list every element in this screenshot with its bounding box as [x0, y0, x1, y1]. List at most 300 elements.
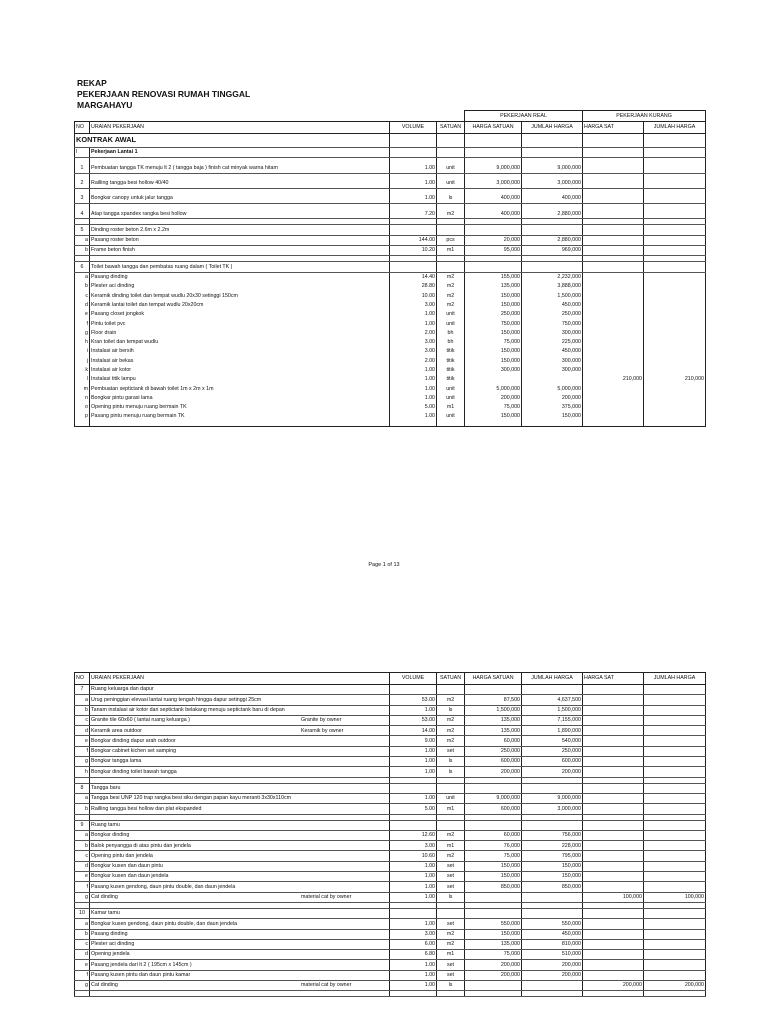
item-volume: 3.00: [390, 347, 437, 356]
col-jumlah-harga-kurang: JUMLAH HARGA: [644, 673, 706, 685]
item-harga-sat-kurang: [583, 705, 644, 715]
item-harga-satuan: 200,000: [465, 767, 522, 777]
item-no: g: [75, 328, 90, 337]
item-uraian: [90, 235, 390, 245]
item-satuan: m2: [437, 929, 465, 939]
item-harga-sat-kurang: [583, 301, 644, 310]
item-jumlah-harga: 2,880,000: [522, 209, 583, 219]
title-line-1: REKAP: [77, 78, 107, 88]
col-satuan: SATUAN: [437, 122, 465, 134]
item-jumlah-harga-kurang: [644, 179, 706, 189]
item-harga-sat-kurang: [583, 246, 644, 256]
group-no: 8: [75, 783, 90, 793]
item-harga-sat-kurang: [583, 804, 644, 814]
item-uraian-text: Opening pintu dan jendela: [91, 852, 153, 859]
item-harga-satuan: 150,000: [465, 929, 522, 939]
item-uraian-text: Bongkar kusen gendong, daun pintu double, dan daun jendela: [91, 920, 238, 927]
item-uraian-text: Granite tile 60x60 ( lantai ruang keluarga ): [91, 717, 190, 724]
item-no: g: [75, 757, 90, 767]
item-uraian-text: Pasang jendela dari lt 2 ( 195cm x 145cm ): [91, 961, 192, 968]
empty-cell: [437, 685, 465, 695]
col-jumlah-harga: JUMLAH HARGA: [522, 673, 583, 685]
item-jumlah-harga-kurang: [644, 950, 706, 960]
item-uraian-text: Opening jendela: [91, 951, 130, 958]
item-row: [75, 892, 706, 902]
item-harga-satuan: [465, 892, 522, 902]
item-no: g: [75, 981, 90, 991]
item-uraian: [90, 301, 390, 310]
item-row: [75, 163, 706, 173]
item-uraian-text: Pasang dinding: [91, 274, 128, 281]
item-jumlah-harga-kurang: [644, 310, 706, 319]
item-volume: 1.00: [390, 366, 437, 375]
item-volume: 3.00: [390, 841, 437, 851]
item-harga-sat-kurang: [583, 851, 644, 861]
item-satuan: pcs: [437, 235, 465, 245]
item-satuan: m2: [437, 209, 465, 219]
item-row: [75, 939, 706, 949]
item-volume: 1.00: [390, 861, 437, 871]
item-satuan: m1: [437, 804, 465, 814]
item-jumlah-harga-kurang: 100,000: [644, 892, 706, 902]
item-row: [75, 804, 706, 814]
item-uraian: [90, 841, 390, 851]
item-uraian: [90, 347, 390, 356]
item-harga-satuan: 600,000: [465, 804, 522, 814]
item-volume: 2.00: [390, 356, 437, 365]
item-harga-satuan: 60,000: [465, 830, 522, 840]
item-row: [75, 403, 706, 412]
item-uraian-text: Pasang kusen pintu dan daun pintu kamar: [91, 972, 191, 979]
item-jumlah-harga: 1,500,000: [522, 291, 583, 300]
item-no: 2: [75, 179, 90, 189]
group-label: Ruang keluarga dan dapur: [90, 685, 390, 695]
item-row: [75, 726, 706, 736]
item-row: [75, 970, 706, 980]
item-jumlah-harga: 3,888,000: [522, 282, 583, 291]
item-harga-satuan: 200,000: [465, 394, 522, 403]
item-row: [75, 695, 706, 705]
empty-cell: [583, 421, 644, 427]
item-uraian-text: Bongkar pintu garasi lama: [91, 394, 153, 401]
item-uraian: [90, 726, 390, 736]
item-satuan: titik: [437, 375, 465, 384]
item-uraian-text: Pasang kusen gendong, daun pintu double, dan daun jendela: [91, 883, 236, 890]
item-no: c: [75, 715, 90, 725]
item-satuan: unit: [437, 163, 465, 173]
item-no: i: [75, 347, 90, 356]
item-uraian-text: Urug peninggian elevasi lantai ruang tengah hingga dapur setinggi 25cm: [91, 696, 262, 703]
item-uraian-text: Atap tangga spandex rangka besi hollow: [91, 210, 187, 217]
item-volume: 14.40: [390, 272, 437, 282]
item-uraian: [90, 310, 390, 319]
empty-cell: [583, 908, 644, 918]
item-no: l: [75, 375, 90, 384]
empty-cell: [522, 685, 583, 695]
title-line-3: MARGAHAYU: [77, 100, 133, 110]
item-no: e: [75, 960, 90, 970]
item-uraian-text: Bongkar cabinet kichen set samping: [91, 748, 177, 755]
empty-cell: [437, 783, 465, 793]
empty-cell: [390, 225, 437, 235]
item-satuan: ls: [437, 757, 465, 767]
doc-title: [77, 78, 250, 111]
item-uraian-text: Cat dinding: [91, 893, 118, 900]
item-jumlah-harga: 550,000: [522, 919, 583, 929]
group-header-row: [75, 685, 706, 695]
group-label: Dinding roster beton 2.6m x 2.2m: [90, 225, 390, 235]
item-volume: 1.00: [390, 310, 437, 319]
item-harga-satuan: 550,000: [465, 919, 522, 929]
item-harga-sat-kurang: [583, 960, 644, 970]
item-uraian-text: Bongkar kusen dan daun pintu: [91, 863, 163, 870]
empty-cell: [644, 421, 706, 427]
empty-cell: [522, 262, 583, 272]
item-jumlah-harga: 450,000: [522, 347, 583, 356]
item-uraian: [90, 746, 390, 756]
empty-cell: [390, 685, 437, 695]
group-label: Kamar tamu: [90, 908, 390, 918]
item-harga-sat-kurang: [583, 830, 644, 840]
item-jumlah-harga: 756,000: [522, 830, 583, 840]
item-satuan: m1: [437, 246, 465, 256]
item-jumlah-harga-kurang: [644, 919, 706, 929]
empty-cell: [465, 262, 522, 272]
item-satuan: set: [437, 919, 465, 929]
item-jumlah-harga: 300,000: [522, 328, 583, 337]
col-jumlah-harga-kurang: JUMLAH HARGA: [644, 122, 706, 134]
item-harga-satuan: 750,000: [465, 319, 522, 328]
item-volume: 1.00: [390, 746, 437, 756]
item-uraian: [90, 715, 390, 725]
item-jumlah-harga: 400,000: [522, 194, 583, 204]
col-no: NO: [75, 122, 90, 134]
item-row: [75, 929, 706, 939]
item-jumlah-harga-kurang: [644, 319, 706, 328]
empty-cell: [465, 783, 522, 793]
item-satuan: set: [437, 746, 465, 756]
item-uraian-text: Instalasi air bersih: [91, 348, 134, 355]
item-harga-satuan: 5,000,000: [465, 384, 522, 393]
column-header-row: [75, 673, 706, 685]
item-row: [75, 179, 706, 189]
item-uraian: [90, 793, 390, 803]
item-satuan: unit: [437, 310, 465, 319]
item-volume: 1.00: [390, 970, 437, 980]
item-jumlah-harga: 150,000: [522, 412, 583, 421]
item-volume: 5.00: [390, 403, 437, 412]
item-satuan: unit: [437, 384, 465, 393]
item-uraian: [90, 272, 390, 282]
item-harga-sat-kurang: [583, 394, 644, 403]
item-harga-sat-kurang: [583, 384, 644, 393]
item-no: b: [75, 705, 90, 715]
item-note: Keramik by owner: [301, 727, 344, 734]
item-satuan: ls: [437, 705, 465, 715]
item-uraian: [90, 830, 390, 840]
item-jumlah-harga-kurang: [644, 282, 706, 291]
item-volume: 53.00: [390, 715, 437, 725]
item-jumlah-harga-kurang: [644, 695, 706, 705]
item-harga-satuan: 150,000: [465, 872, 522, 882]
kontrak-awal-row: [75, 134, 706, 148]
item-harga-sat-kurang: [583, 328, 644, 337]
item-uraian-text: Railling tangga besi hollow dan plat ekspanded: [91, 805, 202, 812]
item-jumlah-harga-kurang: [644, 209, 706, 219]
item-harga-satuan: 9,000,000: [465, 793, 522, 803]
item-harga-satuan: 150,000: [465, 861, 522, 871]
item-harga-sat-kurang: 210,000: [583, 375, 644, 384]
item-no: a: [75, 830, 90, 840]
item-row: [75, 194, 706, 204]
item-jumlah-harga-kurang: [644, 356, 706, 365]
item-uraian: [90, 356, 390, 365]
empty-cell: [437, 820, 465, 830]
item-uraian-text: Bongkar dinding toilet bawah tangga: [91, 768, 177, 775]
item-uraian: [90, 851, 390, 861]
item-no: j: [75, 356, 90, 365]
item-row: [75, 319, 706, 328]
item-jumlah-harga: 200,000: [522, 960, 583, 970]
item-satuan: m2: [437, 726, 465, 736]
item-harga-satuan: 150,000: [465, 291, 522, 300]
item-uraian: [90, 179, 390, 189]
item-uraian: [90, 705, 390, 715]
item-uraian: [90, 695, 390, 705]
item-uraian: [90, 757, 390, 767]
item-harga-sat-kurang: [583, 366, 644, 375]
item-jumlah-harga-kurang: [644, 366, 706, 375]
item-row: [75, 715, 706, 725]
empty-cell: [465, 908, 522, 918]
empty-cell: [390, 262, 437, 272]
item-harga-satuan: 200,000: [465, 970, 522, 980]
item-no: c: [75, 851, 90, 861]
item-uraian-text: Bongkar dinding: [91, 832, 130, 839]
item-volume: 1.00: [390, 705, 437, 715]
item-note: material cat by owner: [301, 893, 352, 900]
item-jumlah-harga: 4,637,500: [522, 695, 583, 705]
item-satuan: m2: [437, 851, 465, 861]
empty-cell: [522, 908, 583, 918]
item-harga-sat-kurang: 200,000: [583, 981, 644, 991]
empty-cell: [465, 225, 522, 235]
item-jumlah-harga: 1,500,000: [522, 705, 583, 715]
item-no: f: [75, 319, 90, 328]
item-uraian: [90, 209, 390, 219]
page-footer: Page 1 of 13: [368, 562, 400, 568]
item-harga-sat-kurang: [583, 841, 644, 851]
empty-cell: [437, 991, 465, 997]
item-uraian-text: Frame beton finish: [91, 247, 135, 254]
item-uraian-text: Keramik area outdoor: [91, 727, 142, 734]
item-uraian-text: Plester aci dinding: [91, 941, 135, 948]
item-harga-satuan: 1,500,000: [465, 705, 522, 715]
item-no: g: [75, 892, 90, 902]
item-no: c: [75, 939, 90, 949]
item-harga-satuan: 135,000: [465, 726, 522, 736]
empty-cell: [437, 262, 465, 272]
item-uraian-text: Instalasi air bekas: [91, 357, 134, 364]
item-satuan: m2: [437, 301, 465, 310]
item-row: [75, 338, 706, 347]
item-volume: 3.00: [390, 929, 437, 939]
item-uraian: [90, 194, 390, 204]
empty-cell: [522, 225, 583, 235]
empty-cell: [390, 820, 437, 830]
item-jumlah-harga: [522, 375, 583, 384]
item-row: [75, 882, 706, 892]
item-uraian: [90, 412, 390, 421]
empty-cell: [465, 421, 522, 427]
item-jumlah-harga: 5,000,000: [522, 384, 583, 393]
item-jumlah-harga-kurang: [644, 970, 706, 980]
item-row: [75, 282, 706, 291]
item-satuan: ls: [437, 767, 465, 777]
item-uraian: [90, 394, 390, 403]
empty-cell: [390, 991, 437, 997]
item-harga-satuan: 76,000: [465, 841, 522, 851]
item-harga-satuan: 60,000: [465, 736, 522, 746]
empty-cell: [644, 820, 706, 830]
item-no: f: [75, 970, 90, 980]
item-volume: 1.00: [390, 882, 437, 892]
item-row: [75, 736, 706, 746]
item-uraian-text: Keramik lantai toilet dan tempat wudlu 20x20cm: [91, 301, 204, 308]
item-volume: 3.00: [390, 301, 437, 310]
item-harga-sat-kurang: 100,000: [583, 892, 644, 902]
item-jumlah-harga-kurang: [644, 246, 706, 256]
item-jumlah-harga: 510,000: [522, 950, 583, 960]
item-jumlah-harga: 969,000: [522, 246, 583, 256]
item-jumlah-harga-kurang: [644, 861, 706, 871]
item-harga-sat-kurang: [583, 872, 644, 882]
empty-cell: [390, 783, 437, 793]
item-uraian: [90, 319, 390, 328]
item-uraian: [90, 366, 390, 375]
item-uraian: [90, 804, 390, 814]
item-harga-satuan: 250,000: [465, 310, 522, 319]
item-jumlah-harga: 250,000: [522, 746, 583, 756]
item-jumlah-harga-kurang: 200,000: [644, 981, 706, 991]
item-uraian-text: Bongkar canopy untuk jalur tangga: [91, 195, 173, 202]
item-jumlah-harga-kurang: [644, 767, 706, 777]
item-row: [75, 793, 706, 803]
item-volume: 2.00: [390, 328, 437, 337]
item-satuan: m2: [437, 830, 465, 840]
item-harga-sat-kurang: [583, 746, 644, 756]
item-jumlah-harga-kurang: [644, 715, 706, 725]
item-row: [75, 291, 706, 300]
col-harga-satuan: HARGA SATUAN: [465, 673, 522, 685]
item-satuan: unit: [437, 179, 465, 189]
item-volume: 1.00: [390, 981, 437, 991]
rekap-table-page-2: [74, 672, 706, 997]
item-harga-sat-kurang: [583, 319, 644, 328]
item-no: a: [75, 235, 90, 245]
item-jumlah-harga: 250,000: [522, 310, 583, 319]
item-uraian-text: Pasang dinding: [91, 930, 128, 937]
item-no: c: [75, 291, 90, 300]
item-uraian: [90, 929, 390, 939]
item-volume: 3.00: [390, 338, 437, 347]
item-harga-satuan: 135,000: [465, 715, 522, 725]
group-header-row: [75, 820, 706, 830]
item-jumlah-harga-kurang: [644, 960, 706, 970]
rekap-table-page-1: [74, 110, 706, 427]
item-satuan: set: [437, 882, 465, 892]
item-harga-sat-kurang: [583, 403, 644, 412]
item-harga-satuan: 87,500: [465, 695, 522, 705]
item-harga-satuan: 600,000: [465, 757, 522, 767]
item-row: [75, 841, 706, 851]
item-no: a: [75, 695, 90, 705]
item-harga-satuan: 150,000: [465, 328, 522, 337]
item-harga-satuan: 75,000: [465, 851, 522, 861]
item-satuan: m2: [437, 939, 465, 949]
item-no: b: [75, 804, 90, 814]
empty-cell: [90, 991, 390, 997]
item-harga-satuan: 400,000: [465, 209, 522, 219]
item-satuan: m2: [437, 282, 465, 291]
item-uraian-text: Floor drain: [91, 329, 117, 336]
item-volume: 1.00: [390, 394, 437, 403]
item-harga-sat-kurang: [583, 919, 644, 929]
item-jumlah-harga: 225,000: [522, 338, 583, 347]
item-row: [75, 981, 706, 991]
item-note: material cat by owner: [301, 982, 352, 989]
item-jumlah-harga-kurang: [644, 301, 706, 310]
empty-cell: [583, 820, 644, 830]
item-harga-satuan: 75,000: [465, 338, 522, 347]
item-harga-satuan: 150,000: [465, 412, 522, 421]
item-jumlah-harga-kurang: [644, 235, 706, 245]
item-uraian: [90, 328, 390, 337]
item-harga-sat-kurang: [583, 235, 644, 245]
item-harga-sat-kurang: [583, 272, 644, 282]
item-harga-sat-kurang: [583, 347, 644, 356]
item-no: b: [75, 246, 90, 256]
item-row: [75, 861, 706, 871]
item-satuan: titik: [437, 347, 465, 356]
item-harga-sat-kurang: [583, 194, 644, 204]
item-harga-satuan: 150,000: [465, 347, 522, 356]
item-harga-sat-kurang: [583, 757, 644, 767]
item-row: [75, 347, 706, 356]
item-uraian-text: Tangga besi UNP 120 trap rangka besi siku dengan papan kayu meranti 3x30x110cm: [91, 795, 292, 802]
col-satuan: SATUAN: [437, 673, 465, 685]
item-harga-sat-kurang: [583, 767, 644, 777]
item-jumlah-harga-kurang: [644, 384, 706, 393]
col-volume: VOLUME: [390, 673, 437, 685]
item-uraian: [90, 861, 390, 871]
item-jumlah-harga: 600,000: [522, 757, 583, 767]
item-row: [75, 394, 706, 403]
section-label: Pekerjaan Lantai 1: [90, 148, 390, 158]
item-no: p: [75, 412, 90, 421]
item-jumlah-harga-kurang: [644, 328, 706, 337]
empty-cell: [583, 991, 644, 997]
item-satuan: ls: [437, 981, 465, 991]
item-row: [75, 375, 706, 384]
empty-cell: [75, 421, 90, 427]
empty-cell: [465, 685, 522, 695]
item-uraian-text: Railling tangga besi hollow 40/40: [91, 179, 169, 186]
item-jumlah-harga: 200,000: [522, 767, 583, 777]
empty-cell: [90, 421, 390, 427]
item-no: h: [75, 338, 90, 347]
item-harga-sat-kurang: [583, 291, 644, 300]
